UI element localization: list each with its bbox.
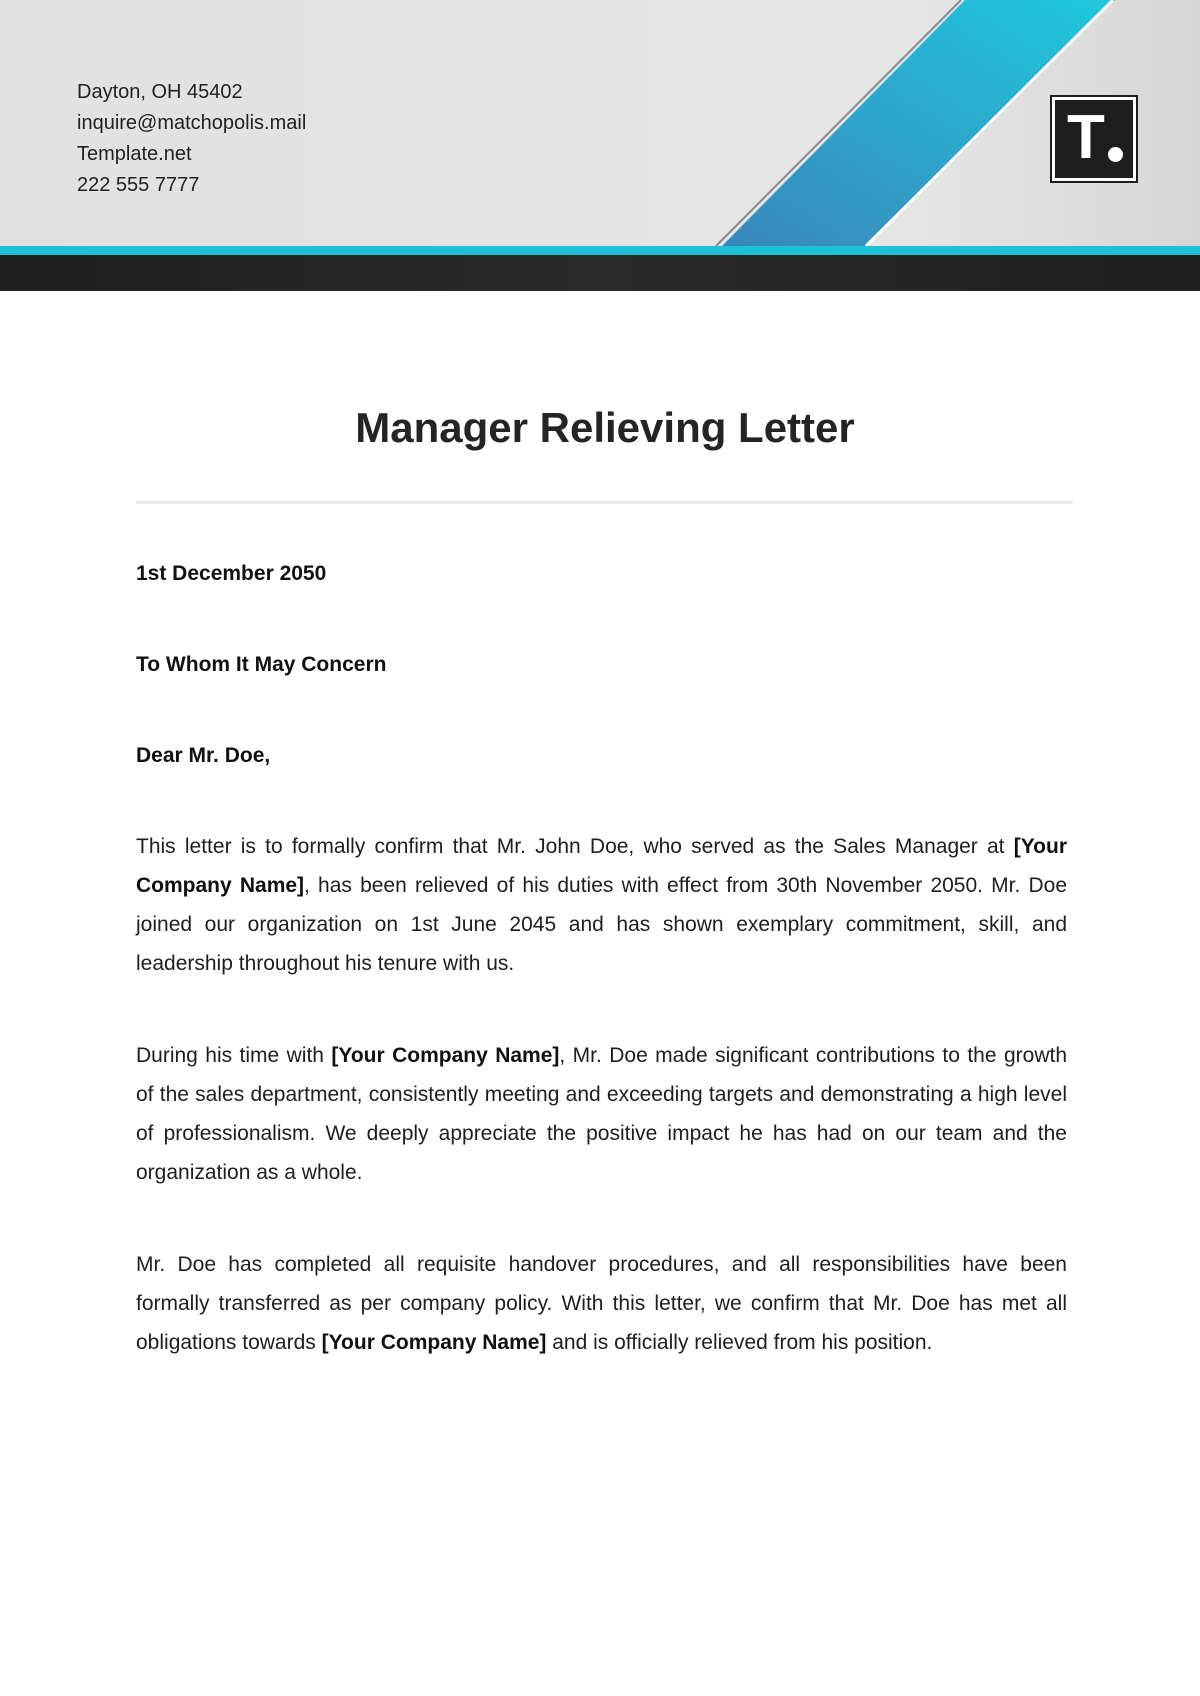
cyan-rule bbox=[0, 246, 1200, 255]
paragraph-text: , has been relieved of his duties with effect from 30th November 2050. Mr. Doe joined our organization on 1st June 2045 and has shown exemplary commitment, skill, and leadership throughout his tenure with us. bbox=[136, 874, 1068, 975]
letter-recipient: To Whom It May Concern bbox=[136, 653, 387, 676]
letter-salutation: Dear Mr. Doe, bbox=[136, 744, 271, 767]
company-name-placeholder: [Your Company Name] bbox=[321, 1331, 547, 1354]
body-paragraph-3 bbox=[136, 1245, 1067, 1362]
logo-letter: T bbox=[1067, 103, 1105, 172]
letterhead bbox=[0, 0, 1200, 292]
paragraph-text: and is officially relieved from his position. bbox=[546, 1331, 933, 1354]
contact-phone: 222 555 7777 bbox=[77, 174, 200, 196]
company-name-placeholder: [Your Company Name] bbox=[331, 1044, 560, 1067]
body-paragraph-2 bbox=[136, 1036, 1067, 1192]
paragraph-text: During his time with bbox=[136, 1044, 332, 1067]
body-paragraph-1 bbox=[136, 827, 1067, 983]
paragraph-text: , Mr. Doe made significant contributions to the growth of the sales department, consistently meeting and exceeding targets and demonstrating a high level of professionalism. We deeply appreciate the positive impact he has had on our team and the organization as a whole. bbox=[136, 1044, 1067, 1184]
letter-date: 1st December 2050 bbox=[136, 562, 327, 585]
contact-email: inquire@matchopolis.mail bbox=[77, 112, 307, 134]
company-name-placeholder: [Your Company Name] bbox=[136, 835, 1067, 897]
title-divider bbox=[136, 501, 1073, 504]
dark-bar bbox=[0, 255, 1200, 291]
contact-website: Template.net bbox=[77, 143, 192, 165]
contact-address: Dayton, OH 45402 bbox=[77, 81, 243, 103]
company-logo bbox=[1050, 95, 1138, 183]
logo-dot bbox=[1108, 147, 1123, 162]
page-title: Manager Relieving Letter bbox=[355, 404, 855, 451]
logo-mark bbox=[1055, 100, 1133, 178]
paragraph-text: Mr. Doe has completed all requisite handover procedures, and all responsibilities have been formally transferred as per company policy. With this letter, we confirm that Mr. Doe has met all obligations towards bbox=[136, 1253, 1067, 1354]
paragraph-text: This letter is to formally confirm that Mr. John Doe, who served as the Sales Manager at bbox=[136, 835, 1014, 858]
contact-info bbox=[77, 77, 306, 201]
